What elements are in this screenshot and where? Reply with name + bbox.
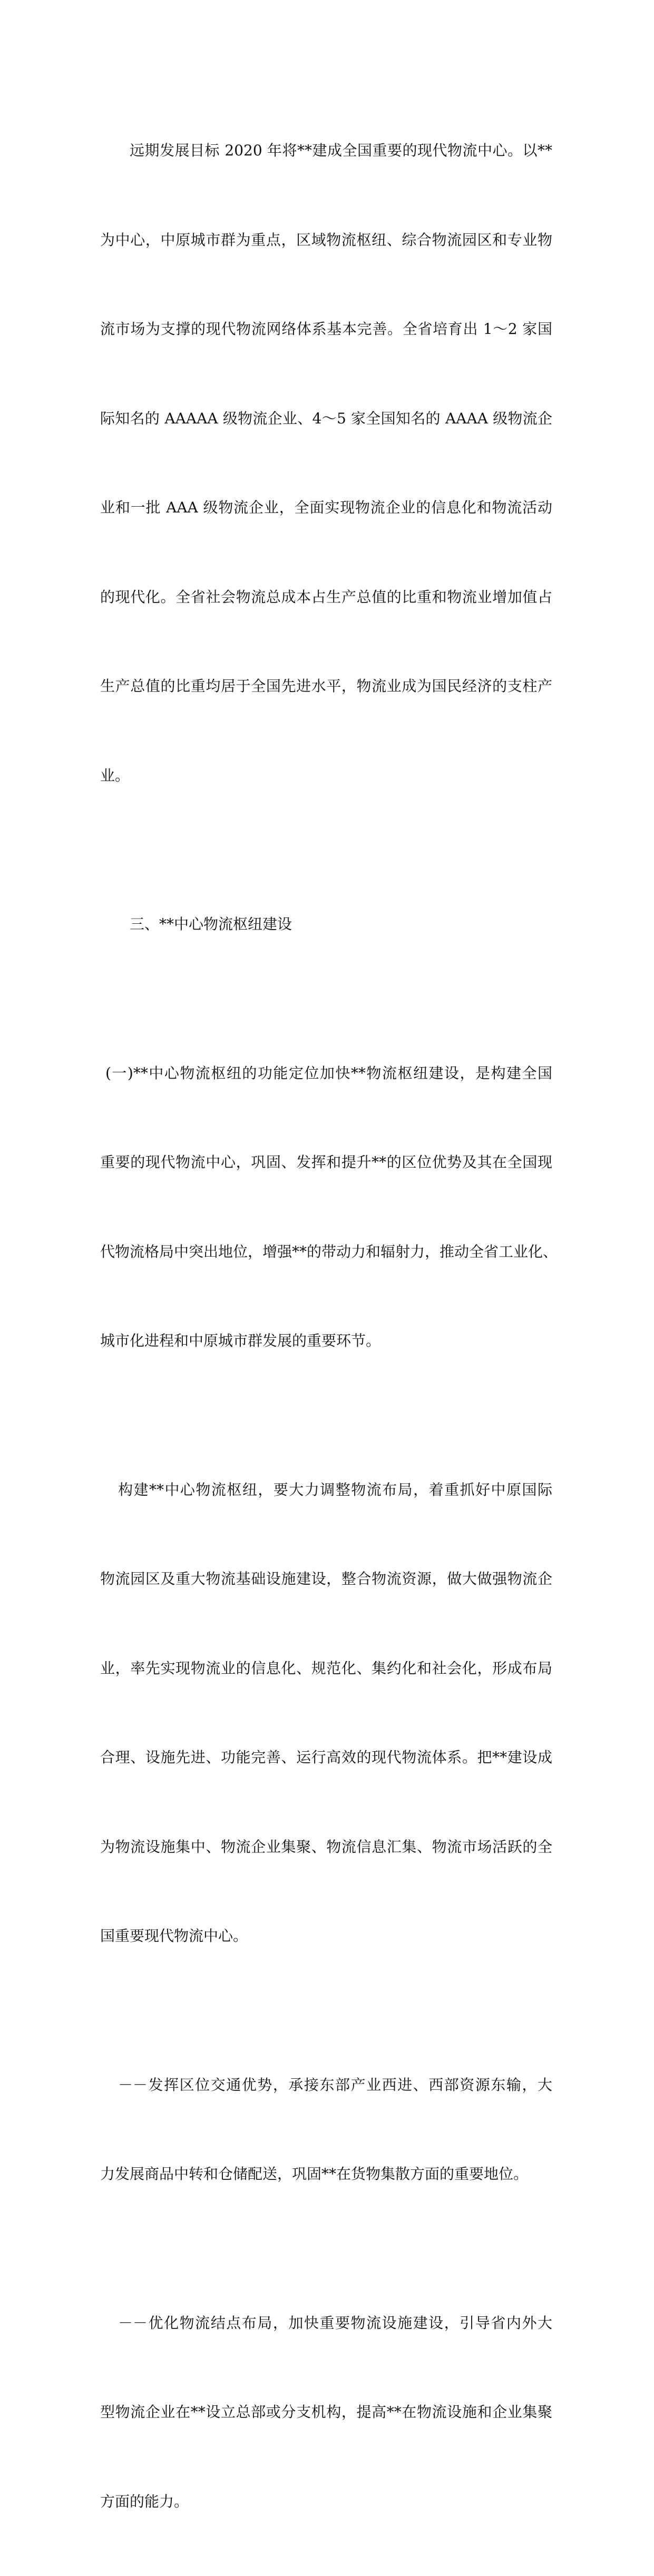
section-heading: 三、**中心物流枢纽建设 <box>100 910 552 940</box>
text-line: 型物流企业在**设立总部或分支机构，提高**在物流设施和企业集聚 <box>100 2397 552 2427</box>
text-line: 为中心，中原城市群为重点，区域物流枢纽、综合物流园区和专业物 <box>100 225 552 255</box>
text-line: 业和一批 AAA 级物流企业，全面实现物流企业的信息化和物流活动 <box>100 493 552 523</box>
text-line: 际知名的 AAAAA 级物流企业、4～5 家全国知名的 AAAA 级物流企 <box>100 404 552 434</box>
text-line: 业，率先实现物流业的信息化、规范化、集约化和社会化，形成布局 <box>100 1654 552 1684</box>
text-line: －－优化物流结点布局，加快重要物流设施建设，引导省内外大 <box>100 2308 552 2338</box>
paragraph-node-layout <box>100 2249 552 2576</box>
paragraph-long-term-goal <box>100 76 552 850</box>
text-line: 为物流设施集中、物流企业集聚、物流信息汇集、物流市场活跃的全 <box>100 1832 552 1862</box>
paragraph-location-advantage <box>100 2011 552 2249</box>
text-line: 远期发展目标 2020 年将**建成全国重要的现代物流中心。以** <box>100 136 552 166</box>
text-line: 力发展商品中转和仓储配送，巩固**在货物集散方面的重要地位。 <box>100 2159 552 2189</box>
text-line: 方面的能力。 <box>100 2487 552 2517</box>
text-line: 代物流格局中突出地位，增强**的带动力和辐射力，推动全省工业化、 <box>100 1237 552 1267</box>
text-line: 城市化进程和中原城市群发展的重要环节。 <box>100 1326 552 1356</box>
text-line: 国重要现代物流中心。 <box>100 1921 552 1951</box>
text-line: 生产总值的比重均居于全国先进水平，物流业成为国民经济的支柱产 <box>100 672 552 702</box>
text-line: 的现代化。全省社会物流总成本占生产总值的比重和物流业增加值占 <box>100 583 552 613</box>
paragraph-hub-construction <box>100 1416 552 2011</box>
text-line: (一)**中心物流枢纽的功能定位加快**物流枢纽建设，是构建全国 <box>100 1059 552 1089</box>
text-line: 重要的现代物流中心，巩固、发挥和提升**的区位优势及其在全国现 <box>100 1148 552 1178</box>
text-line: －－发挥区位交通优势，承接东部产业西进、西部资源东输，大 <box>100 2070 552 2100</box>
text-line: 流市场为支撑的现代物流网络体系基本完善。全省培育出 1～2 家国 <box>100 314 552 344</box>
text-line: 物流园区及重大物流基础设施建设，整合物流资源，做大做强物流企 <box>100 1564 552 1594</box>
text-line: 业。 <box>100 761 552 791</box>
document-page <box>0 0 654 924</box>
text-line: 合理、设施先进、功能完善、运行高效的现代物流体系。把**建设成 <box>100 1743 552 1773</box>
text-line: 构建**中心物流枢纽，要大力调整物流布局，着重抓好中原国际 <box>100 1475 552 1505</box>
document-body <box>100 76 552 2576</box>
paragraph-function-positioning <box>100 999 552 1416</box>
